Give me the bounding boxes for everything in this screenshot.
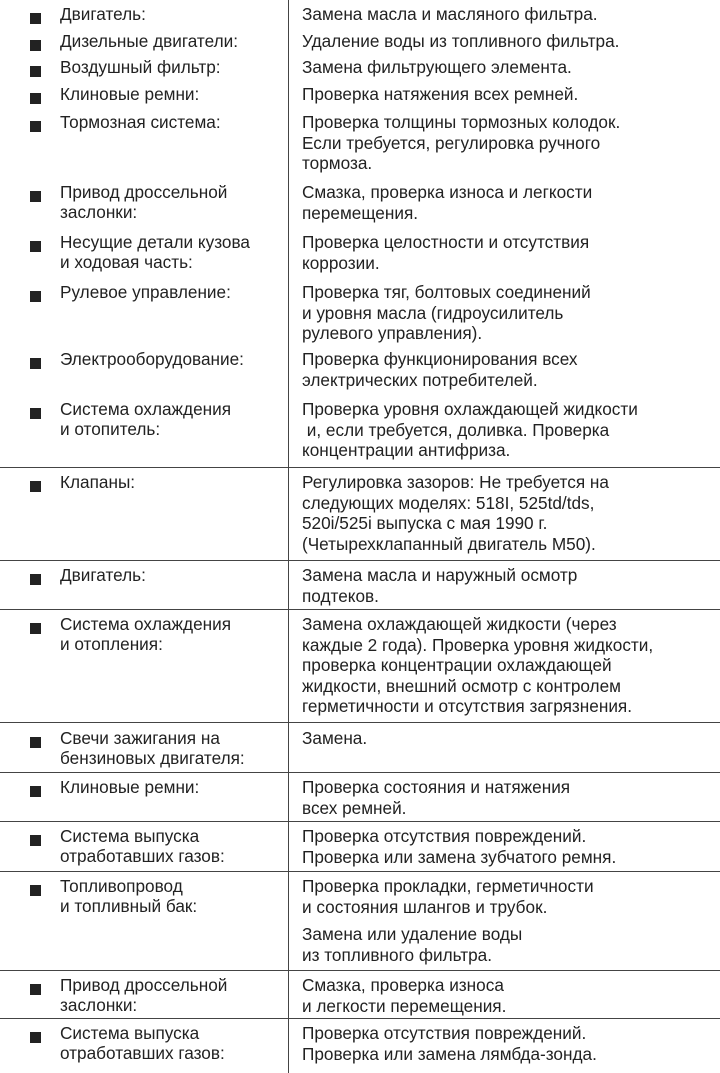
action-text: Смазка, проверка износа и легкости перемещения. <box>302 975 507 1016</box>
square-bullet-icon <box>30 40 41 51</box>
table-row <box>0 973 720 1019</box>
table-row <box>0 874 720 971</box>
square-bullet-icon <box>30 121 41 132</box>
table-row <box>0 399 720 468</box>
component-label: Привод дроссельной заслонки: <box>60 975 228 1015</box>
action-text: Смазка, проверка износа и легкости перемещения. <box>302 182 593 223</box>
component-label: Несущие детали кузова и ходовая часть: <box>60 232 250 272</box>
action-text: Проверка функционирования всех электрических потребителей. <box>302 349 578 390</box>
component-label: Двигатель: <box>60 565 146 585</box>
maintenance-action <box>302 4 716 25</box>
square-bullet-icon <box>30 358 41 369</box>
action-text: Проверка целостности и отсутствия коррозии. <box>302 232 590 273</box>
maintenance-action <box>302 232 716 273</box>
component-label: Система охлаждения и отопитель: <box>60 399 232 439</box>
table-row <box>0 563 720 610</box>
maintenance-action <box>302 876 716 965</box>
action-text: Удаление воды из топливного фильтра. <box>302 31 620 51</box>
maintenance-action <box>302 182 716 223</box>
maintenance-action <box>302 57 716 78</box>
action-text: Проверка натяжения всех ремней. <box>302 84 579 104</box>
action-text: Проверка отсутствия повреждений. Проверка или замена лямбда-зонда. <box>302 1023 597 1064</box>
action-text: Регулировка зазоров: Не требуется на следующих моделях: 518I, 525td/tds, 520i/525i выпуска с мая 1990 г. (Четырехклапанный двигатель М50). <box>302 472 609 554</box>
square-bullet-icon <box>30 1032 41 1043</box>
square-bullet-icon <box>30 737 41 748</box>
component-label: Система выпуска отработавших газов: <box>60 826 225 866</box>
action-text: Замена. <box>302 728 368 748</box>
table-row <box>0 1021 720 1071</box>
square-bullet-icon <box>30 481 41 492</box>
square-bullet-icon <box>30 786 41 797</box>
component-label: Привод дроссельной заслонки: <box>60 182 228 222</box>
action-text: Замена фильтрующего элемента. <box>302 57 572 77</box>
maintenance-action <box>302 282 716 344</box>
table-row <box>0 282 720 348</box>
component-label: Двигатель: <box>60 4 146 24</box>
action-text: Проверка прокладки, герметичности и состояния шлангов и трубок. <box>302 876 594 917</box>
maintenance-action <box>302 565 716 606</box>
action-text: Проверка тяг, болтовых соединений и уровня масла (гидроусилитель рулевого управления). <box>302 282 591 343</box>
square-bullet-icon <box>30 408 41 419</box>
square-bullet-icon <box>30 291 41 302</box>
square-bullet-icon <box>30 66 41 77</box>
square-bullet-icon <box>30 191 41 202</box>
action-text: Проверка отсутствия повреждений. Проверка или замена зубчатого ремня. <box>302 826 617 867</box>
square-bullet-icon <box>30 885 41 896</box>
maintenance-action <box>302 399 716 461</box>
table-row <box>0 775 720 822</box>
component-label: Воздушный фильтр: <box>60 57 221 77</box>
maintenance-action <box>302 1023 716 1064</box>
table-row <box>0 57 720 81</box>
action-text: Замена охлаждающей жидкости (через каждые 2 года). Проверка уровня жидкости, проверка концентрации охлаждающей жидкости, внешний осмотр с контролем герметичности и отсутствия загрязнения. <box>302 614 654 716</box>
maintenance-action <box>302 975 716 1016</box>
table-row <box>0 182 720 228</box>
component-label: Клиновые ремни: <box>60 777 200 797</box>
maintenance-action <box>302 728 716 749</box>
square-bullet-icon <box>30 13 41 24</box>
action-text: Проверка уровня охлаждающей жидкости и, если требуется, доливка. Проверка концентрации антифриза. <box>302 399 638 460</box>
maintenance-action <box>302 112 716 174</box>
table-row <box>0 31 720 55</box>
component-label: Система выпуска отработавших газов: <box>60 1023 225 1063</box>
table-row <box>0 112 720 178</box>
component-label: Клапаны: <box>60 472 136 492</box>
maintenance-action <box>302 614 716 717</box>
maintenance-action <box>302 777 716 818</box>
action-text: Проверка толщины тормозных колодок. Если требуется, регулировка ручного тормоза. <box>302 112 621 173</box>
component-label: Топливопровод и топливный бак: <box>60 876 198 916</box>
table-row <box>0 4 720 28</box>
table-row <box>0 84 720 108</box>
table-row <box>0 470 720 561</box>
component-label: Дизельные двигатели: <box>60 31 238 51</box>
square-bullet-icon <box>30 241 41 252</box>
action-text: Замена или удаление воды из топливного фильтра. <box>302 924 523 965</box>
maintenance-action <box>302 31 716 52</box>
maintenance-action <box>302 826 716 867</box>
component-label: Свечи зажигания на бензиновых двигателя: <box>60 728 245 768</box>
table-row <box>0 349 720 395</box>
square-bullet-icon <box>30 623 41 634</box>
action-text: Замена масла и наружный осмотр подтеков. <box>302 565 578 606</box>
component-label: Клиновые ремни: <box>60 84 200 104</box>
component-label: Тормозная система: <box>60 112 221 132</box>
maintenance-action <box>302 84 716 105</box>
action-text: Проверка состояния и натяжения всех ремней. <box>302 777 571 818</box>
table-row <box>0 824 720 872</box>
component-label: Рулевое управление: <box>60 282 231 302</box>
table-row <box>0 232 720 278</box>
square-bullet-icon <box>30 984 41 995</box>
action-text: Замена масла и масляного фильтра. <box>302 4 598 24</box>
table-row <box>0 612 720 723</box>
maintenance-action <box>302 472 716 554</box>
square-bullet-icon <box>30 93 41 104</box>
maintenance-action <box>302 349 716 390</box>
component-label: Система охлаждения и отопления: <box>60 614 232 654</box>
square-bullet-icon <box>30 574 41 585</box>
square-bullet-icon <box>30 835 41 846</box>
table-row <box>0 726 720 773</box>
component-label: Электрооборудование: <box>60 349 244 369</box>
